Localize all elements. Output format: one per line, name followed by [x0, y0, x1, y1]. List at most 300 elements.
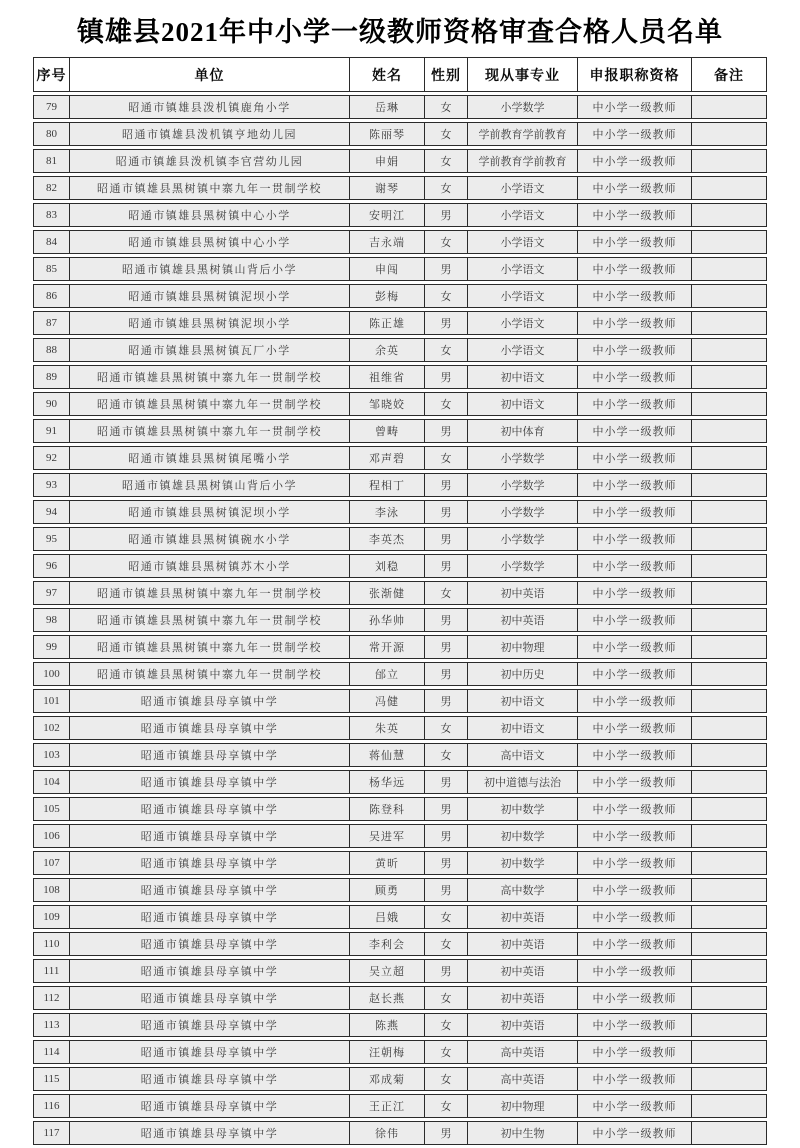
cell-no: 88	[33, 338, 70, 362]
cell-no: 90	[33, 392, 70, 416]
header-remark: 备注	[692, 57, 767, 92]
cell-no: 103	[33, 743, 70, 767]
table-row	[33, 905, 767, 929]
header-row	[33, 57, 767, 92]
cell-name: 谢琴	[350, 176, 425, 200]
cell-title: 中小学一级教师	[578, 1013, 692, 1037]
cell-unit: 昭通市镇雄县黑树镇中寨九年一贯制学校	[70, 176, 350, 200]
table-row	[33, 392, 767, 416]
cell-unit: 昭通市镇雄县母享镇中学	[70, 959, 350, 983]
cell-no: 100	[33, 662, 70, 686]
table-row	[33, 365, 767, 389]
cell-remark	[692, 176, 767, 200]
cell-no: 84	[33, 230, 70, 254]
cell-major: 初中语文	[468, 716, 578, 740]
cell-name: 常开源	[350, 635, 425, 659]
cell-gender: 女	[425, 392, 468, 416]
cell-major: 初中数学	[468, 797, 578, 821]
cell-gender: 男	[425, 662, 468, 686]
cell-gender: 男	[425, 257, 468, 281]
cell-name: 杨华远	[350, 770, 425, 794]
cell-unit: 昭通市镇雄县泼机镇亨地幼儿园	[70, 122, 350, 146]
cell-major: 高中数学	[468, 878, 578, 902]
cell-unit: 昭通市镇雄县母享镇中学	[70, 797, 350, 821]
cell-remark	[692, 257, 767, 281]
table-row	[33, 230, 767, 254]
cell-title: 中小学一级教师	[578, 500, 692, 524]
cell-major: 初中道德与法治	[468, 770, 578, 794]
cell-major: 小学语文	[468, 284, 578, 308]
cell-remark	[692, 770, 767, 794]
cell-gender: 女	[425, 149, 468, 173]
cell-no: 115	[33, 1067, 70, 1091]
cell-major: 小学语文	[468, 311, 578, 335]
cell-no: 108	[33, 878, 70, 902]
cell-remark	[692, 230, 767, 254]
cell-major: 小学语文	[468, 338, 578, 362]
cell-gender: 男	[425, 878, 468, 902]
cell-gender: 男	[425, 959, 468, 983]
table-row	[33, 473, 767, 497]
page-title: 镇雄县2021年中小学一级教师资格审查合格人员名单	[77, 17, 723, 47]
roster-table	[33, 54, 767, 1148]
cell-major: 初中物理	[468, 635, 578, 659]
cell-name: 赵长燕	[350, 986, 425, 1010]
cell-remark	[692, 122, 767, 146]
table-row	[33, 824, 767, 848]
table-row	[33, 662, 767, 686]
table-row	[33, 446, 767, 470]
cell-name: 汪朝梅	[350, 1040, 425, 1064]
table-row	[33, 257, 767, 281]
table-row	[33, 122, 767, 146]
cell-title: 中小学一级教师	[578, 122, 692, 146]
cell-name: 吴进军	[350, 824, 425, 848]
cell-remark	[692, 635, 767, 659]
table-row	[33, 797, 767, 821]
cell-unit: 昭通市镇雄县黑树镇泥坝小学	[70, 311, 350, 335]
cell-name: 安明江	[350, 203, 425, 227]
cell-unit: 昭通市镇雄县黑树镇苏木小学	[70, 554, 350, 578]
cell-title: 中小学一级教师	[578, 176, 692, 200]
cell-no: 83	[33, 203, 70, 227]
cell-name: 李泳	[350, 500, 425, 524]
cell-name: 王正江	[350, 1094, 425, 1118]
cell-no: 99	[33, 635, 70, 659]
cell-title: 中小学一级教师	[578, 878, 692, 902]
cell-major: 小学语文	[468, 176, 578, 200]
cell-remark	[692, 500, 767, 524]
cell-name: 曾畴	[350, 419, 425, 443]
cell-gender: 女	[425, 122, 468, 146]
cell-title: 中小学一级教师	[578, 797, 692, 821]
cell-gender: 女	[425, 176, 468, 200]
cell-gender: 男	[425, 824, 468, 848]
cell-major: 初中语文	[468, 365, 578, 389]
cell-title: 中小学一级教师	[578, 257, 692, 281]
cell-remark	[692, 1013, 767, 1037]
header-no: 序号	[33, 57, 70, 92]
cell-unit: 昭通市镇雄县母享镇中学	[70, 743, 350, 767]
cell-unit: 昭通市镇雄县母享镇中学	[70, 851, 350, 875]
cell-gender: 男	[425, 770, 468, 794]
cell-major: 小学语文	[468, 203, 578, 227]
cell-remark	[692, 932, 767, 956]
cell-unit: 昭通市镇雄县黑树镇瓦厂小学	[70, 338, 350, 362]
table-row	[33, 95, 767, 119]
cell-name: 邓成菊	[350, 1067, 425, 1091]
cell-unit: 昭通市镇雄县泼机镇李官营幼儿园	[70, 149, 350, 173]
cell-title: 中小学一级教师	[578, 203, 692, 227]
cell-remark	[692, 581, 767, 605]
cell-unit: 昭通市镇雄县黑树镇山背后小学	[70, 473, 350, 497]
cell-remark	[692, 527, 767, 551]
cell-major: 初中语文	[468, 689, 578, 713]
cell-no: 81	[33, 149, 70, 173]
cell-major: 高中英语	[468, 1040, 578, 1064]
cell-remark	[692, 851, 767, 875]
table-row	[33, 689, 767, 713]
cell-gender: 女	[425, 905, 468, 929]
cell-no: 112	[33, 986, 70, 1010]
cell-title: 中小学一级教师	[578, 743, 692, 767]
cell-major: 小学数学	[468, 554, 578, 578]
table-row	[33, 1121, 767, 1145]
cell-major: 初中英语	[468, 905, 578, 929]
cell-gender: 男	[425, 689, 468, 713]
cell-remark	[692, 986, 767, 1010]
cell-major: 小学语文	[468, 230, 578, 254]
cell-name: 孙华帅	[350, 608, 425, 632]
cell-remark	[692, 824, 767, 848]
cell-no: 91	[33, 419, 70, 443]
cell-remark	[692, 959, 767, 983]
cell-gender: 男	[425, 311, 468, 335]
cell-name: 朱英	[350, 716, 425, 740]
cell-name: 张渐健	[350, 581, 425, 605]
cell-no: 104	[33, 770, 70, 794]
cell-no: 80	[33, 122, 70, 146]
cell-unit: 昭通市镇雄县母享镇中学	[70, 932, 350, 956]
table-row	[33, 1013, 767, 1037]
cell-title: 中小学一级教师	[578, 770, 692, 794]
cell-name: 程相丁	[350, 473, 425, 497]
cell-major: 小学数学	[468, 473, 578, 497]
cell-major: 初中英语	[468, 1013, 578, 1037]
cell-no: 113	[33, 1013, 70, 1037]
cell-name: 陈燕	[350, 1013, 425, 1037]
cell-name: 陈丽琴	[350, 122, 425, 146]
cell-major: 小学数学	[468, 527, 578, 551]
cell-name: 顾勇	[350, 878, 425, 902]
table-body	[33, 95, 767, 1145]
table-row	[33, 851, 767, 875]
cell-unit: 昭通市镇雄县母享镇中学	[70, 1067, 350, 1091]
cell-unit: 昭通市镇雄县黑树镇中寨九年一贯制学校	[70, 581, 350, 605]
cell-title: 中小学一级教师	[578, 311, 692, 335]
cell-remark	[692, 797, 767, 821]
cell-gender: 女	[425, 338, 468, 362]
cell-remark	[692, 149, 767, 173]
cell-remark	[692, 1121, 767, 1145]
cell-name: 申闯	[350, 257, 425, 281]
cell-major: 学前教育学前教育	[468, 149, 578, 173]
cell-title: 中小学一级教师	[578, 230, 692, 254]
header-gender: 性别	[425, 57, 468, 92]
cell-remark	[692, 365, 767, 389]
cell-remark	[692, 311, 767, 335]
cell-title: 中小学一级教师	[578, 473, 692, 497]
cell-title: 中小学一级教师	[578, 392, 692, 416]
cell-remark	[692, 446, 767, 470]
cell-remark	[692, 284, 767, 308]
cell-no: 101	[33, 689, 70, 713]
cell-gender: 女	[425, 743, 468, 767]
cell-title: 中小学一级教师	[578, 662, 692, 686]
cell-unit: 昭通市镇雄县黑树镇中寨九年一贯制学校	[70, 662, 350, 686]
cell-no: 79	[33, 95, 70, 119]
table-row	[33, 176, 767, 200]
cell-no: 93	[33, 473, 70, 497]
cell-unit: 昭通市镇雄县母享镇中学	[70, 689, 350, 713]
cell-major: 初中英语	[468, 986, 578, 1010]
cell-gender: 女	[425, 716, 468, 740]
cell-unit: 昭通市镇雄县母享镇中学	[70, 986, 350, 1010]
cell-no: 110	[33, 932, 70, 956]
cell-gender: 男	[425, 500, 468, 524]
cell-unit: 昭通市镇雄县母享镇中学	[70, 1094, 350, 1118]
cell-no: 89	[33, 365, 70, 389]
cell-remark	[692, 392, 767, 416]
header-name: 姓名	[350, 57, 425, 92]
table-row	[33, 716, 767, 740]
cell-major: 初中生物	[468, 1121, 578, 1145]
cell-remark	[692, 1040, 767, 1064]
cell-gender: 男	[425, 527, 468, 551]
cell-title: 中小学一级教师	[578, 689, 692, 713]
cell-no: 87	[33, 311, 70, 335]
cell-name: 徐伟	[350, 1121, 425, 1145]
cell-gender: 男	[425, 608, 468, 632]
cell-remark	[692, 419, 767, 443]
cell-gender: 男	[425, 473, 468, 497]
cell-name: 申娟	[350, 149, 425, 173]
cell-unit: 昭通市镇雄县黑树镇尾嘴小学	[70, 446, 350, 470]
cell-name: 邹晓姣	[350, 392, 425, 416]
cell-no: 114	[33, 1040, 70, 1064]
cell-gender: 男	[425, 797, 468, 821]
cell-no: 97	[33, 581, 70, 605]
cell-unit: 昭通市镇雄县母享镇中学	[70, 1013, 350, 1037]
cell-major: 学前教育学前教育	[468, 122, 578, 146]
cell-name: 彭梅	[350, 284, 425, 308]
cell-gender: 男	[425, 851, 468, 875]
table-row	[33, 527, 767, 551]
table-row	[33, 203, 767, 227]
cell-unit: 昭通市镇雄县母享镇中学	[70, 824, 350, 848]
table-row	[33, 284, 767, 308]
table-row	[33, 932, 767, 956]
cell-title: 中小学一级教师	[578, 824, 692, 848]
table-row	[33, 959, 767, 983]
cell-unit: 昭通市镇雄县黑树镇泥坝小学	[70, 500, 350, 524]
cell-title: 中小学一级教师	[578, 365, 692, 389]
table-header	[33, 57, 767, 92]
cell-unit: 昭通市镇雄县黑树镇碗水小学	[70, 527, 350, 551]
cell-major: 初中英语	[468, 581, 578, 605]
cell-no: 109	[33, 905, 70, 929]
cell-gender: 女	[425, 95, 468, 119]
cell-gender: 男	[425, 1121, 468, 1145]
cell-remark	[692, 554, 767, 578]
cell-unit: 昭通市镇雄县泼机镇鹿角小学	[70, 95, 350, 119]
cell-major: 初中英语	[468, 959, 578, 983]
cell-no: 102	[33, 716, 70, 740]
cell-no: 111	[33, 959, 70, 983]
cell-no: 92	[33, 446, 70, 470]
cell-title: 中小学一级教师	[578, 1094, 692, 1118]
cell-remark	[692, 743, 767, 767]
table-row	[33, 1094, 767, 1118]
cell-name: 吉永端	[350, 230, 425, 254]
cell-unit: 昭通市镇雄县母享镇中学	[70, 770, 350, 794]
cell-unit: 昭通市镇雄县黑树镇泥坝小学	[70, 284, 350, 308]
cell-major: 小学语文	[468, 257, 578, 281]
cell-remark	[692, 1067, 767, 1091]
cell-no: 107	[33, 851, 70, 875]
cell-major: 小学数学	[468, 95, 578, 119]
cell-unit: 昭通市镇雄县黑树镇中心小学	[70, 230, 350, 254]
cell-unit: 昭通市镇雄县黑树镇中寨九年一贯制学校	[70, 419, 350, 443]
cell-name: 黄昕	[350, 851, 425, 875]
cell-remark	[692, 473, 767, 497]
cell-title: 中小学一级教师	[578, 581, 692, 605]
cell-major: 高中语文	[468, 743, 578, 767]
cell-remark	[692, 689, 767, 713]
cell-gender: 女	[425, 581, 468, 605]
table-row	[33, 581, 767, 605]
cell-gender: 女	[425, 1067, 468, 1091]
cell-gender: 女	[425, 932, 468, 956]
cell-title: 中小学一级教师	[578, 149, 692, 173]
cell-major: 初中体育	[468, 419, 578, 443]
cell-gender: 男	[425, 203, 468, 227]
cell-title: 中小学一级教师	[578, 419, 692, 443]
table-row	[33, 1040, 767, 1064]
cell-major: 小学数学	[468, 500, 578, 524]
cell-no: 117	[33, 1121, 70, 1145]
cell-gender: 女	[425, 446, 468, 470]
cell-name: 刘稳	[350, 554, 425, 578]
cell-remark	[692, 338, 767, 362]
cell-title: 中小学一级教师	[578, 608, 692, 632]
cell-remark	[692, 608, 767, 632]
table-row	[33, 608, 767, 632]
cell-unit: 昭通市镇雄县黑树镇中寨九年一贯制学校	[70, 635, 350, 659]
cell-gender: 女	[425, 1013, 468, 1037]
cell-no: 94	[33, 500, 70, 524]
cell-title: 中小学一级教师	[578, 554, 692, 578]
cell-no: 86	[33, 284, 70, 308]
cell-gender: 男	[425, 554, 468, 578]
cell-major: 初中英语	[468, 932, 578, 956]
cell-name: 李利会	[350, 932, 425, 956]
cell-remark	[692, 1094, 767, 1118]
cell-title: 中小学一级教师	[578, 986, 692, 1010]
cell-no: 85	[33, 257, 70, 281]
cell-name: 祖维省	[350, 365, 425, 389]
table-row	[33, 419, 767, 443]
table-row	[33, 986, 767, 1010]
cell-name: 岳琳	[350, 95, 425, 119]
cell-remark	[692, 95, 767, 119]
header-title: 申报职称资格	[578, 57, 692, 92]
cell-major: 初中英语	[468, 608, 578, 632]
cell-gender: 女	[425, 1040, 468, 1064]
cell-unit: 昭通市镇雄县黑树镇中寨九年一贯制学校	[70, 365, 350, 389]
cell-major: 小学数学	[468, 446, 578, 470]
cell-major: 高中英语	[468, 1067, 578, 1091]
table-row	[33, 770, 767, 794]
table-row	[33, 311, 767, 335]
cell-no: 98	[33, 608, 70, 632]
table-row	[33, 554, 767, 578]
table-row	[33, 878, 767, 902]
cell-name: 邓声碧	[350, 446, 425, 470]
cell-gender: 男	[425, 365, 468, 389]
header-major: 现从事专业	[468, 57, 578, 92]
cell-major: 初中数学	[468, 824, 578, 848]
cell-unit: 昭通市镇雄县黑树镇中寨九年一贯制学校	[70, 608, 350, 632]
cell-remark	[692, 662, 767, 686]
cell-remark	[692, 203, 767, 227]
cell-gender: 女	[425, 1094, 468, 1118]
cell-gender: 女	[425, 986, 468, 1010]
cell-no: 82	[33, 176, 70, 200]
cell-name: 陈登科	[350, 797, 425, 821]
cell-major: 初中数学	[468, 851, 578, 875]
cell-remark	[692, 878, 767, 902]
cell-title: 中小学一级教师	[578, 338, 692, 362]
cell-name: 吴立超	[350, 959, 425, 983]
cell-gender: 女	[425, 230, 468, 254]
cell-gender: 男	[425, 419, 468, 443]
cell-unit: 昭通市镇雄县母享镇中学	[70, 878, 350, 902]
cell-title: 中小学一级教师	[578, 1040, 692, 1064]
cell-title: 中小学一级教师	[578, 527, 692, 551]
table-row	[33, 500, 767, 524]
cell-title: 中小学一级教师	[578, 635, 692, 659]
cell-name: 李英杰	[350, 527, 425, 551]
cell-remark	[692, 716, 767, 740]
cell-title: 中小学一级教师	[578, 1121, 692, 1145]
cell-unit: 昭通市镇雄县母享镇中学	[70, 905, 350, 929]
cell-name: 邰立	[350, 662, 425, 686]
cell-no: 95	[33, 527, 70, 551]
cell-title: 中小学一级教师	[578, 959, 692, 983]
cell-unit: 昭通市镇雄县黑树镇中寨九年一贯制学校	[70, 392, 350, 416]
cell-name: 余英	[350, 338, 425, 362]
cell-title: 中小学一级教师	[578, 284, 692, 308]
table-row	[33, 149, 767, 173]
cell-title: 中小学一级教师	[578, 446, 692, 470]
table-row	[33, 743, 767, 767]
header-unit: 单位	[70, 57, 350, 92]
cell-no: 105	[33, 797, 70, 821]
cell-title: 中小学一级教师	[578, 932, 692, 956]
cell-name: 蒋仙慧	[350, 743, 425, 767]
cell-major: 初中历史	[468, 662, 578, 686]
